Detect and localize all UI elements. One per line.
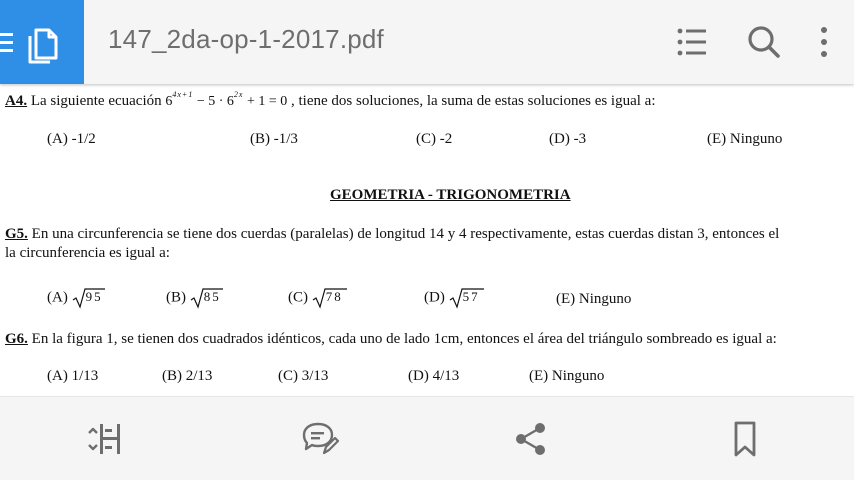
sqrt-expression: 85 <box>190 287 224 309</box>
pdf-page[interactable] <box>0 84 854 396</box>
option-d: (D) 57 <box>424 287 485 309</box>
reflow-button[interactable] <box>85 419 125 459</box>
search-icon <box>744 22 784 62</box>
question-g5 <box>5 226 779 243</box>
menu-button[interactable] <box>0 0 84 84</box>
question-label: G5. <box>5 226 28 242</box>
more-vert-icon <box>804 22 844 62</box>
reflow-icon <box>85 419 125 459</box>
comment-icon <box>300 419 340 459</box>
bookmark-button[interactable] <box>725 419 765 459</box>
question-text: La siguiente ecuación <box>27 93 166 109</box>
option-e: (E) Ninguno <box>707 131 783 147</box>
outline-button[interactable] <box>672 22 712 62</box>
sqrt-expression: 95 <box>72 287 106 309</box>
option-d: (D) 4/13 <box>408 368 460 384</box>
option-a: (A) 1/13 <box>47 368 99 384</box>
option-b: (B) 85 <box>166 287 224 309</box>
bottom-toolbar <box>0 396 854 480</box>
bookmark-icon <box>725 419 765 459</box>
question-text-line2: la circunferencia es igual a: <box>5 245 170 261</box>
option-b: (B) -1/3 <box>250 131 298 147</box>
question-text: En una circunferencia se tiene dos cuerdas (paralelas) de longitud 14 y 4 respectivamente, estas cuerdas distan 3, entonces el <box>27 226 780 242</box>
question-label: G6. <box>5 331 28 347</box>
option-c: (C) 3/13 <box>278 368 329 384</box>
option-d: (D) -3 <box>549 131 587 147</box>
question-text: En la figura 1, se tienen dos cuadrados idénticos, cada uno de lado 1cm, entonces el área del triángulo sombreado es igual a: <box>27 331 777 347</box>
document-title: 147_2da-op-1-2017.pdf <box>108 24 384 54</box>
copy-icon <box>0 0 84 84</box>
option-c: (C) -2 <box>416 131 453 147</box>
list-icon <box>672 22 712 62</box>
option-e: (E) Ninguno <box>529 368 605 384</box>
option-c: (C) 78 <box>288 287 348 309</box>
equation: $6^{4x+1} - 5 \cdot 6^{2x} + 1 = 0$ <box>165 90 288 109</box>
sqrt-expression: 78 <box>312 287 348 309</box>
sqrt-expression: 57 <box>449 287 485 309</box>
search-button[interactable] <box>744 22 784 62</box>
more-options-button[interactable] <box>804 22 844 62</box>
option-a: (A) -1/2 <box>47 131 96 147</box>
top-app-bar <box>0 0 854 84</box>
question-label: A4. <box>5 93 28 109</box>
question-g6 <box>5 331 777 348</box>
comment-button[interactable] <box>300 419 340 459</box>
option-a: (A) 95 <box>47 287 106 309</box>
question-a4 <box>5 90 656 110</box>
question-text: , tiene dos soluciones, la suma de estas soluciones es igual a: <box>287 93 656 109</box>
share-button[interactable] <box>511 419 551 459</box>
section-heading: GEOMETRIA - TRIGONOMETRIA <box>330 187 571 203</box>
option-e: (E) Ninguno <box>556 291 632 307</box>
option-b: (B) 2/13 <box>162 368 213 384</box>
share-icon <box>511 419 551 459</box>
